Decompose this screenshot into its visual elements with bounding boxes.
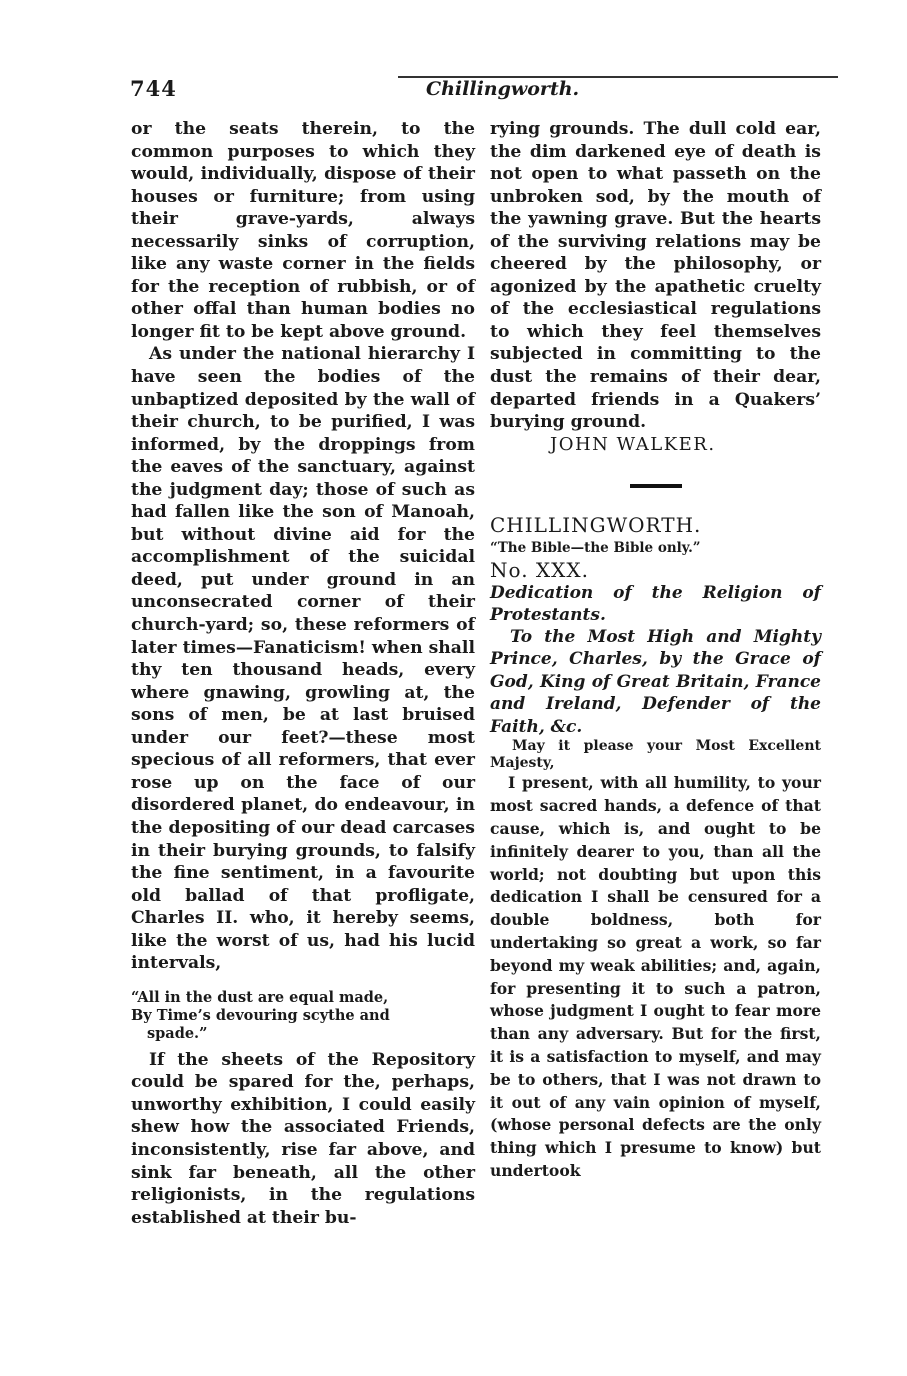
left-column [131,118,475,1229]
section-divider [630,484,682,488]
verse-line-1: “All in the dust are equal made, [131,988,389,1006]
left-paragraph-1: or the seats therein, to the common purposes to which they would, individually, dispose of their houses or furniture; from using their grave-yards, always necessarily sinks of corruption, like any waste corner in the fields for the reception of rubbish, or of other offal than human bodies no longer fit to be kept above ground. [131,119,475,342]
dedication-heading: Dedication of the Religion of Protestants. [490,582,821,625]
section-title: CHILLINGWORTH. [490,513,702,538]
section-number: No. XXX. [490,558,589,583]
running-title: Chillingworth. [426,78,580,100]
running-head [130,76,820,106]
right-paragraph-1: rying grounds. The dull cold ear, the dim darkened eye of death is not open to what passeth on the unbroken sod, by the mouth of the yawning grave. But the hearts of the surviving relations may be cheered by the philosophy, or agonized by the apathetic cruelty of the ecclesiastical regulations to which they feel themselves subjected in committing to the dust the remains of their dear, departed friends in a Quakers’ burying ground. [490,119,821,433]
royal-address: To the Most High and Mighty Prince, Charles, by the Grace of God, King of Great Britain, France and Ireland, Defender of the Faith, &c. [490,626,821,737]
dedication-text: I present, with all humility, to your most sacred hands, a defence of that cause, which is, and ought to be infinitely dearer to you, than all the world; not doubting but upon this dedication I shall be censured for a double boldness, both for undertaking so great a work, so far beyond my weak abilities; and, again, for presenting it to such a patron, whose judgment I ought to fear more than any adversary. But for the first, it is a satisfaction to myself, and may be to others, that I was not drawn to it out of any vain opinion of myself, (whose personal defects are the only thing which I presume to know) but undertook [490,773,821,1180]
left-paragraph-3: If the sheets of the Repository could be spared for the, perhaps, unworthy exhibition, I could easily shew how the associated Friends, inconsistently, rise far above, and sink far beneath, all the other religionists, in the regulations established at their bu- [131,1049,475,1228]
verse-line-3: spade.” [147,1024,208,1042]
section-motto: “The Bible—the Bible only.” [490,539,701,556]
verse-line-2: By Time’s devouring scythe and [131,1006,390,1024]
left-paragraph-2: As under the national hierarchy I have seen the bodies of the unbaptized deposited by the wall of their church, to be purified, I was informed, by the droppings from the eaves of the sanctuary, against the judgment day; those of such as had fallen like the son of Manoah, but without divine aid for the accomplishment of the suicidal deed, put under ground in an unconsecrated corner of their church-yard; so, these reformers of later times—Fanaticism! when shall thy ten thousand heads, every where gnawing, growling at, the sons of men, be at last bruised under our feet?—these most specious of all reformers, that ever rose up on the face of our disordered planet, do endeavour, in the depositing of our dead carcases in their burying grounds, to falsify the fine sentiment, in a favourite old ballad of that profligate, Charles II. who, it hereby seems, like the worst of us, had his lucid intervals, [131,344,475,974]
ballad-quote [131,989,475,1043]
salutation: May it please your Most Excellent Majesty, [490,738,821,772]
author-signature: JOHN WALKER. [550,433,716,455]
right-column [490,118,821,1183]
header-rule [398,76,838,78]
page-number: 744 [130,76,177,101]
